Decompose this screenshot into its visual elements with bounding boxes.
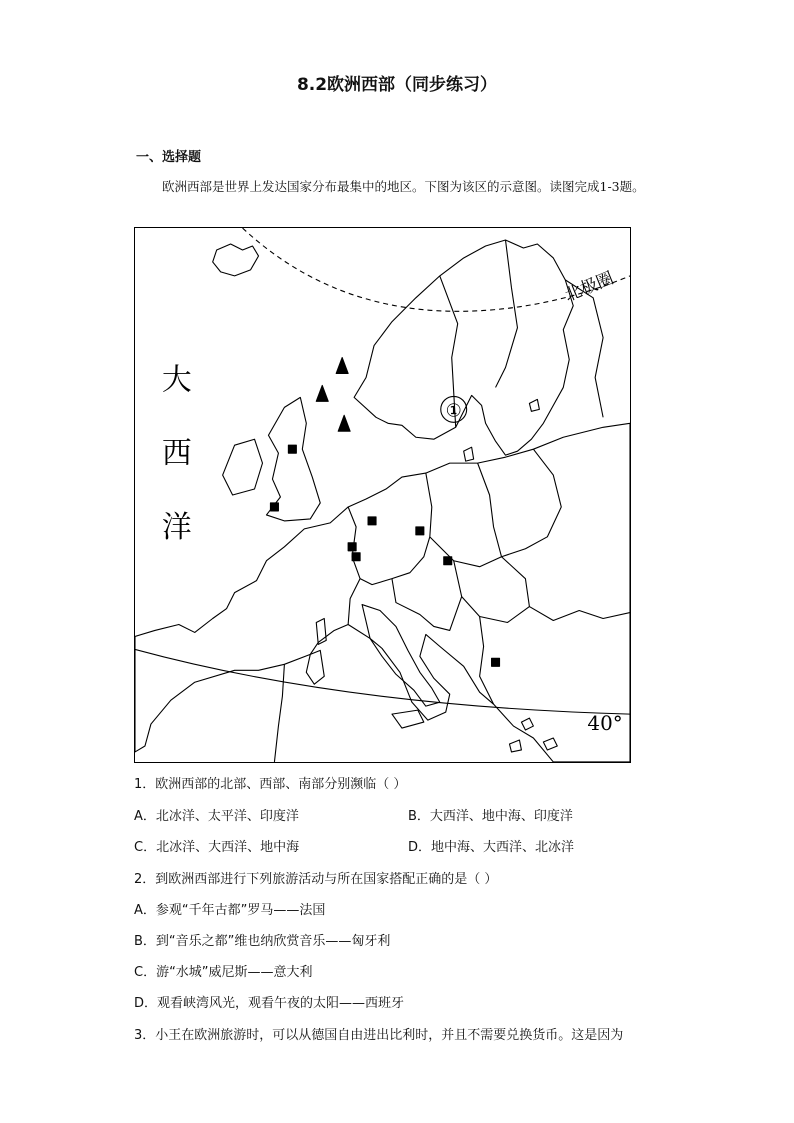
- question-2-option-a[interactable]: A．参观“千年古都”罗马——法国: [134, 903, 326, 918]
- city-marker: [352, 553, 360, 561]
- ireland-outline: [223, 439, 263, 495]
- latitude-40-line: [135, 649, 630, 714]
- question-2-option-d[interactable]: D．观看峡湾风光，观看午夜的太阳——西班牙: [134, 996, 405, 1011]
- oil-rig-marker: [336, 358, 348, 374]
- city-marker: [288, 445, 296, 453]
- city-marker: [368, 517, 376, 525]
- ocean-char-1: 大: [161, 362, 192, 398]
- page-title: 8.2欧洲西部（同步练习）: [296, 75, 498, 95]
- section-heading: 一、选择题: [136, 150, 202, 165]
- city-marker: [492, 658, 500, 666]
- arctic-circle-label: 北极圈: [561, 267, 617, 306]
- ocean-char-3: 洋: [161, 509, 192, 545]
- oil-rig-marker: [316, 385, 328, 401]
- city-marker: [270, 503, 278, 511]
- question-2-stem: 2．到欧洲西部进行下列旅游活动与所在国家搭配正确的是（ ）: [134, 872, 498, 887]
- iceland-outline: [213, 244, 259, 276]
- scandinavia-outline: [354, 240, 573, 455]
- latitude-label: 40°: [587, 712, 623, 736]
- question-1-option-c[interactable]: C．北冰洋、大西洋、地中海: [134, 840, 300, 855]
- italy-outline: [362, 605, 440, 707]
- intro-paragraph: 欧洲西部是世界上发达国家分布最集中的地区。下图为该区的示意图。读图完成1-3题。: [162, 179, 645, 194]
- sicily-outline: [392, 710, 424, 728]
- iberia-border: [274, 664, 284, 762]
- question-1-option-b[interactable]: B．大西洋、地中海、印度洋: [408, 809, 573, 824]
- question-2-option-c[interactable]: C．游“水城”威尼斯——意大利: [134, 965, 313, 980]
- britain-outline: [266, 397, 320, 521]
- city-marker: [416, 527, 424, 535]
- question-1-stem: 1．欧洲西部的北部、西部、南部分别濒临（ ）: [134, 777, 407, 792]
- finland-border: [496, 240, 518, 387]
- ocean-char-2: 西: [161, 436, 192, 472]
- question-1-option-a[interactable]: A．北冰洋、太平洋、印度洋: [134, 809, 299, 824]
- city-marker: [348, 543, 356, 551]
- oil-rig-marker: [338, 415, 350, 431]
- europe-map: [134, 227, 631, 763]
- question-2-option-b[interactable]: B．到“音乐之都”维也纳欣赏音乐——匈牙利: [134, 934, 391, 949]
- region-marker-label: ①: [445, 400, 462, 422]
- sardinia-outline: [306, 650, 324, 684]
- question-1-option-d[interactable]: D．地中海、大西洋、北冰洋: [408, 840, 575, 855]
- city-marker: [444, 557, 452, 565]
- question-3-stem: 3．小王在欧洲旅游时，可以从德国自由进出比利时，并且不需要兑换货币。这是因为: [134, 1028, 624, 1043]
